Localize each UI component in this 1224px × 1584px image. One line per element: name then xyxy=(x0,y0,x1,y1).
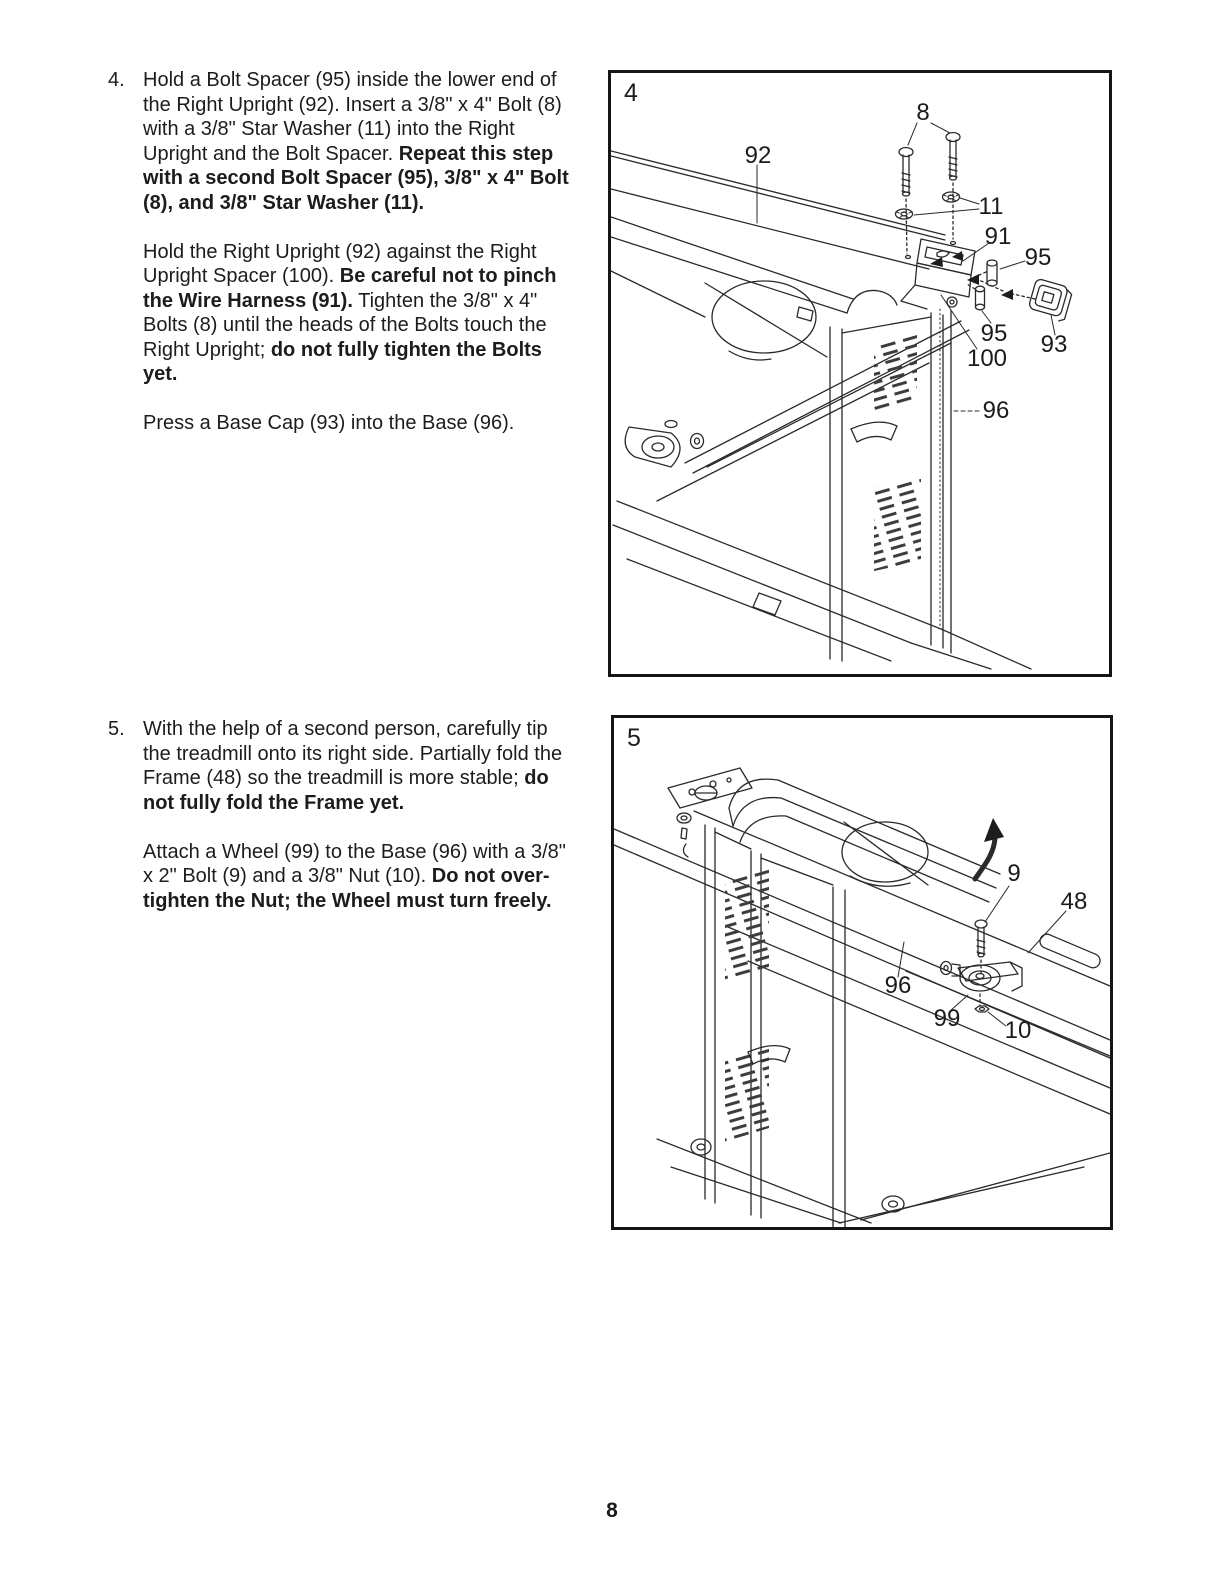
part-label-92: 92 xyxy=(744,142,772,169)
part-label-91: 91 xyxy=(984,223,1012,250)
step-5 xyxy=(108,717,583,938)
instruction-text-bold: Do not over-tighten the Nut; the Wheel must turn freely. xyxy=(143,865,552,912)
figure-5-illustration xyxy=(614,718,1110,1227)
figure-4-box xyxy=(608,70,1112,677)
right-upright-92 xyxy=(611,151,945,269)
step-5-number: 5. xyxy=(108,718,125,740)
upright-bracket-and-harness-91 xyxy=(901,239,975,309)
instruction-text: Tighten the 3/8" x 4" Bolts (8) until the heads of the Bolts touch the Right Upright; xyxy=(143,289,547,361)
part-label-100: 100 xyxy=(966,345,1008,372)
base-96-body xyxy=(657,825,1110,1227)
step-4 xyxy=(108,68,583,460)
figure-4-number: 4 xyxy=(624,79,638,107)
part-label-10: 10 xyxy=(1004,1017,1032,1044)
part-label-9: 9 xyxy=(1007,860,1021,887)
part-label-48: 48 xyxy=(1060,888,1088,915)
bolt-9 xyxy=(975,920,987,957)
motor-hood xyxy=(729,779,1000,902)
part-label-95: 95 xyxy=(980,320,1008,347)
part-label-96: 96 xyxy=(982,397,1010,424)
instruction-text-bold: do not fully tighten the Bolts yet. xyxy=(143,338,542,385)
assembly-dashes xyxy=(980,960,981,1006)
part-label-8: 8 xyxy=(916,99,930,126)
instruction-text-bold: do not fully fold the Frame yet. xyxy=(143,767,549,814)
figure-4-illustration xyxy=(611,73,1109,674)
instruction-text: With the help of a second person, carefully tip the treadmill onto its right side. Partially fold the Frame (48) so the treadmill is more stable; xyxy=(143,718,563,789)
instruction-text: Hold the Right Upright (92) against the Right Upright Spacer (100). xyxy=(143,240,537,287)
bolts-8 xyxy=(899,133,960,197)
instruction-text-bold: Be careful not to pinch the Wire Harness (91). xyxy=(143,265,557,312)
figure-5-number: 5 xyxy=(627,724,641,752)
part-label-93: 93 xyxy=(1040,331,1068,358)
base-cap-93 xyxy=(1027,278,1073,322)
nut-10 xyxy=(975,1006,989,1012)
part-label-96: 96 xyxy=(884,972,912,999)
step-5-text xyxy=(143,717,577,913)
step-4-text xyxy=(143,68,577,436)
bolt-spacers-95 xyxy=(976,260,998,310)
page-number: 8 xyxy=(606,1499,618,1522)
figure-5-box xyxy=(611,715,1113,1230)
instruction-text-bold: Repeat this step with a second Bolt Spacer (95), 3/8" x 4" Bolt (8), and 3/8" Star Washer (11). xyxy=(143,142,569,214)
instruction-text: Hold a Bolt Spacer (95) inside the lower end of the Right Upright (92). Insert a 3/8" x 4" Bolt (8) with a 3/8" Star Washer (11) into the Right Upright and the Bolt Spacer. xyxy=(143,69,562,165)
part-label-95: 95 xyxy=(1024,244,1052,271)
step-4-number: 4. xyxy=(108,69,125,91)
frame-48-rails xyxy=(614,811,1110,1114)
part-label-99: 99 xyxy=(933,1005,961,1032)
part-label-11: 11 xyxy=(978,193,1004,220)
instruction-text: Press a Base Cap (93) into the Base (96). xyxy=(143,412,515,434)
instruction-text: Attach a Wheel (99) to the Base (96) with a 3/8" x 2" Bolt (9) and a 3/8" Nut (10). xyxy=(143,840,566,887)
